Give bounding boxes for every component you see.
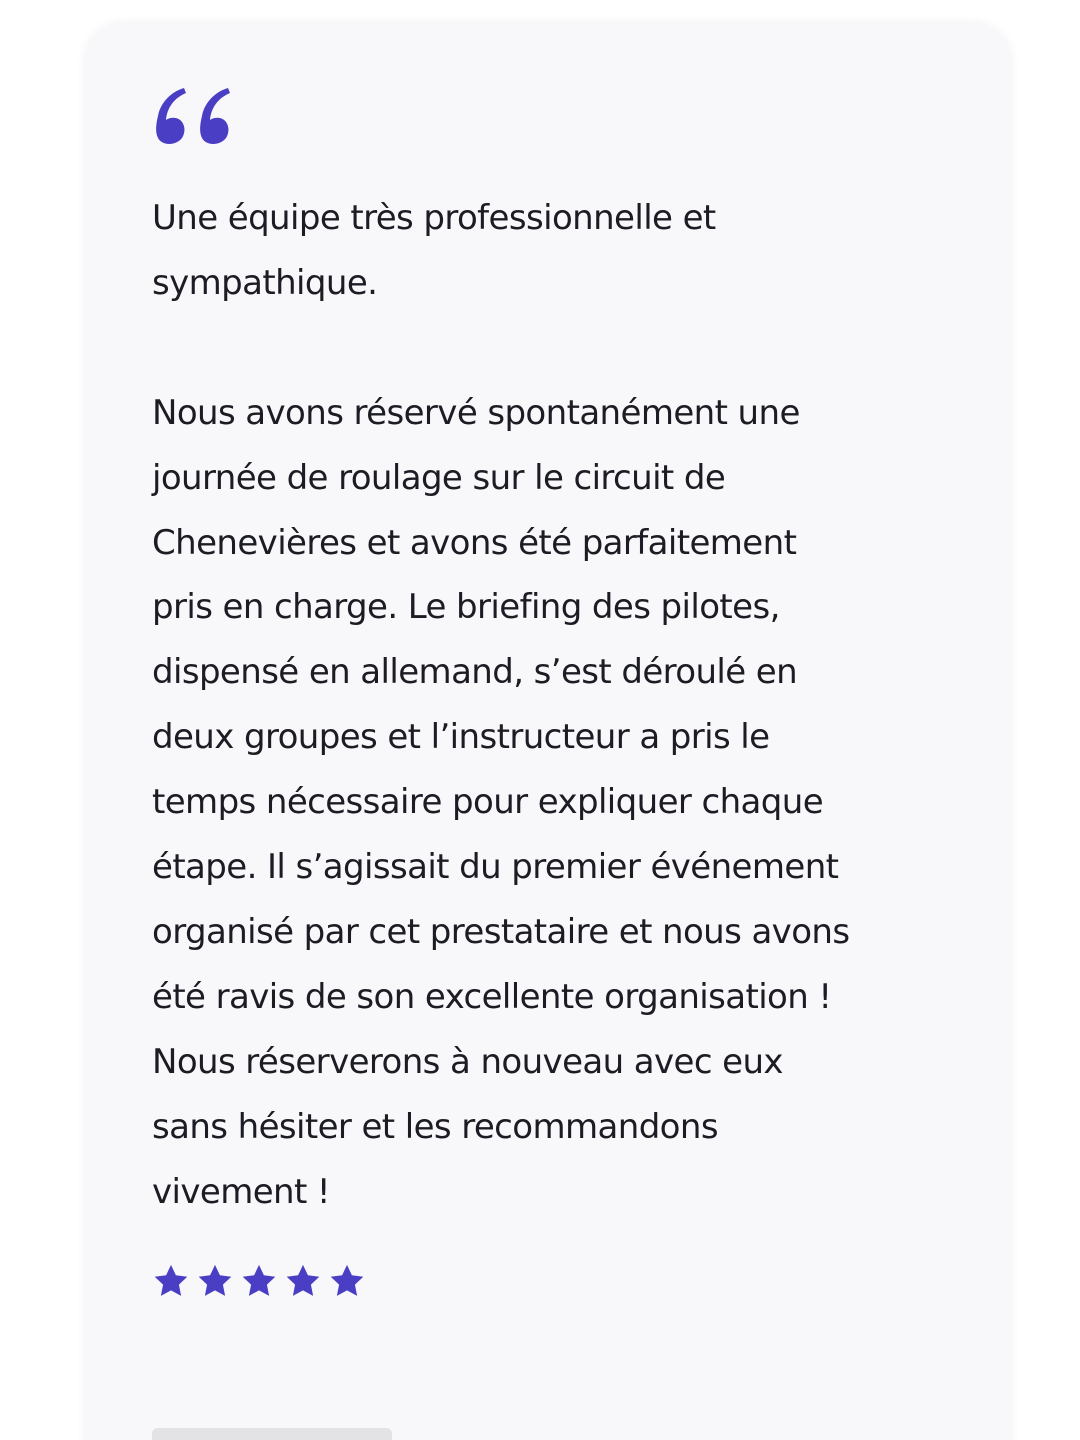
reviewer-name-cropped	[152, 1428, 392, 1440]
review-text	[152, 186, 1012, 1224]
review-paragraph-1: Une équipe très professionnelle et sympathique.	[152, 198, 716, 303]
review-paragraph-2: Nous avons réservé spontanément une journée de roulage sur le circuit de Chenevières et avons été parfaitement pris en charge. Le briefing des pilotes, dispensé en allemand, s’est déroulé en deux groupes et l’instructeur a pris le temps nécessaire pour expliquer chaque étape. Il s’agissait du premier événement organisé par cet prestataire et nous avons été ravis de son excellente organisation ! Nous réserverons à nouveau avec eux sans hésiter et les recommandons vivement !	[152, 392, 850, 1212]
star-icon	[152, 1262, 190, 1300]
star-rating	[152, 1262, 366, 1300]
star-icon	[196, 1262, 234, 1300]
star-icon	[240, 1262, 278, 1300]
star-icon	[328, 1262, 366, 1300]
quote-icon	[146, 80, 236, 150]
star-icon	[284, 1262, 322, 1300]
